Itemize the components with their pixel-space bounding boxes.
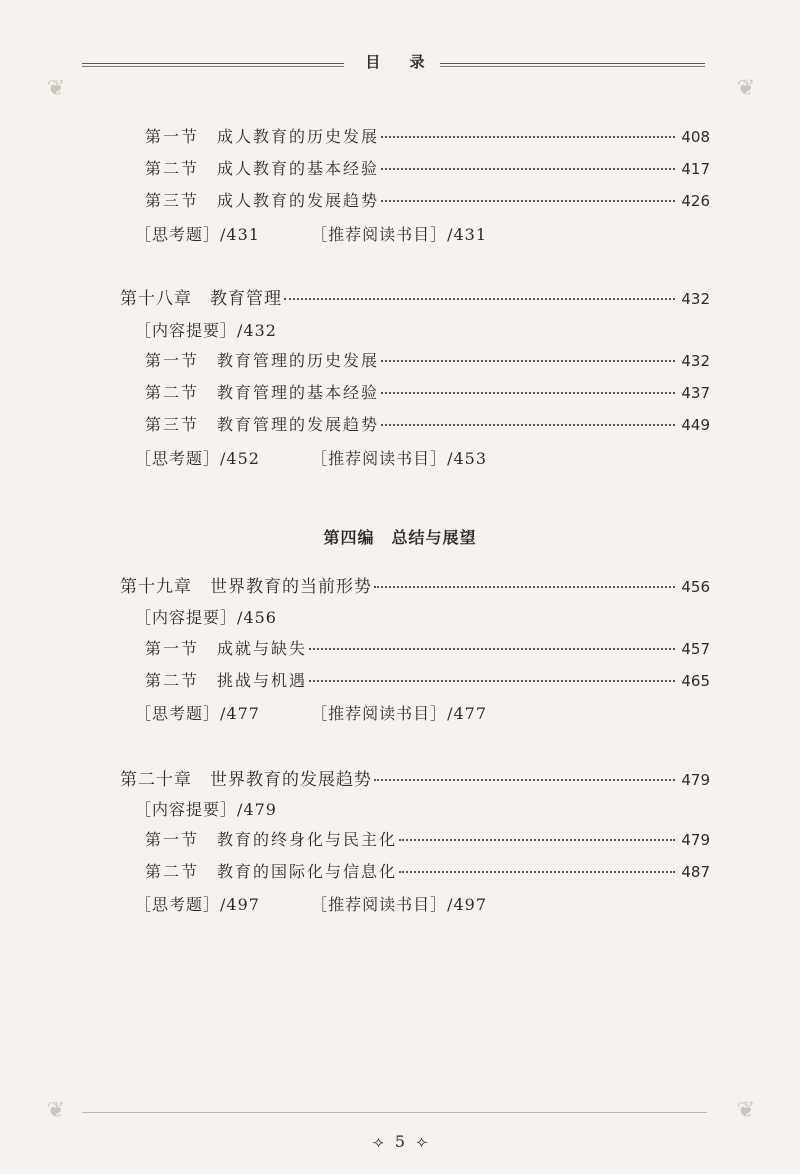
- toc-chapter-entry: [120, 284, 710, 309]
- toc-page-number: 417: [681, 160, 710, 178]
- toc-section-entry: [145, 412, 710, 435]
- toc-page-number: 456: [681, 578, 710, 596]
- toc-page-number: 465: [681, 672, 710, 690]
- toc-page-number: 449: [681, 416, 710, 434]
- toc-meta-line: [135, 701, 487, 724]
- corner-ornament-icon: ❦: [46, 1098, 66, 1123]
- toc-page-number: 408: [681, 128, 710, 146]
- toc-page-number: 432: [681, 290, 710, 308]
- flourish-right-icon: ⟣: [416, 1132, 429, 1151]
- toc-summary-line: [135, 605, 277, 628]
- toc-chapter-entry: [120, 572, 710, 597]
- leader-dots: [381, 199, 675, 202]
- leader-dots: [381, 391, 675, 394]
- header-rule-right: [440, 63, 705, 64]
- summary-reference: ［内容提要］/432: [135, 321, 277, 340]
- leader-dots: [399, 838, 675, 841]
- reading-list-reference: ［推荐阅读书目］/453: [311, 449, 488, 468]
- toc-page-number: 457: [681, 640, 710, 658]
- corner-ornament-icon: ❦: [46, 76, 66, 101]
- toc-page-number: 487: [681, 863, 710, 881]
- corner-ornament-icon: ❦: [736, 1098, 756, 1123]
- toc-meta-line: [135, 446, 487, 469]
- leader-dots: [381, 135, 675, 138]
- toc-entry-label: 第一节 教育的终身化与民主化: [145, 830, 398, 849]
- leader-dots: [309, 647, 675, 650]
- leader-dots: [399, 870, 675, 873]
- toc-summary-line: [135, 797, 277, 820]
- toc-entry-label: 第二节 挑战与机遇: [145, 671, 308, 690]
- leader-dots: [381, 423, 675, 426]
- leader-dots: [374, 585, 675, 588]
- reading-list-reference: ［推荐阅读书目］/431: [311, 225, 488, 244]
- exercise-reference: ［思考题］/497: [135, 895, 260, 914]
- toc-entry-label: 第一节 成就与缺失: [145, 639, 308, 658]
- toc-section-entry: [145, 827, 710, 850]
- toc-meta-line: [135, 222, 487, 245]
- part-title: 第四编 总结与展望: [323, 528, 477, 547]
- corner-ornament-icon: ❦: [736, 76, 756, 101]
- toc-entry-label: 第三节 成人教育的发展趋势: [145, 191, 380, 210]
- toc-section-entry: [145, 348, 710, 371]
- reading-list-reference: ［推荐阅读书目］/497: [311, 895, 488, 914]
- toc-section-entry: [145, 636, 710, 659]
- toc-page-number: 426: [681, 192, 710, 210]
- leader-dots: [374, 778, 675, 781]
- toc-entry-label: 第二节 成人教育的基本经验: [145, 159, 380, 178]
- toc-page-number: 479: [681, 771, 710, 789]
- toc-entry-label: 第三节 教育管理的发展趋势: [145, 415, 380, 434]
- running-header: [0, 48, 800, 78]
- page-footer: [0, 1132, 800, 1152]
- toc-entry-label: 第二节 教育的国际化与信息化: [145, 862, 398, 881]
- header-title: 目 录: [365, 53, 437, 71]
- toc-section-entry: [145, 188, 710, 211]
- toc-entry-label: 第二节 教育管理的基本经验: [145, 383, 380, 402]
- toc-chapter-entry: [120, 765, 710, 790]
- toc-entry-label: 第一节 教育管理的历史发展: [145, 351, 380, 370]
- toc-section-entry: [145, 668, 710, 691]
- exercise-reference: ［思考题］/477: [135, 704, 260, 723]
- toc-summary-line: [135, 318, 277, 341]
- toc-entry-label: 第二十章 世界教育的发展趋势: [120, 770, 372, 790]
- footer-rule: [82, 1112, 707, 1113]
- leader-dots: [309, 679, 675, 682]
- toc-page-number: 437: [681, 384, 710, 402]
- toc-meta-line: [135, 892, 487, 915]
- leader-dots: [381, 167, 675, 170]
- toc-section-entry: [145, 380, 710, 403]
- toc-section-entry: [145, 124, 710, 147]
- summary-reference: ［内容提要］/456: [135, 608, 277, 627]
- header-rule-left: [82, 63, 344, 64]
- toc-page-number: 432: [681, 352, 710, 370]
- toc-section-entry: [145, 156, 710, 179]
- page-number: 5: [394, 1132, 406, 1151]
- reading-list-reference: ［推荐阅读书目］/477: [311, 704, 488, 723]
- summary-reference: ［内容提要］/479: [135, 800, 277, 819]
- toc-entry-label: 第十九章 世界教育的当前形势: [120, 577, 372, 597]
- leader-dots: [284, 297, 675, 300]
- leader-dots: [381, 359, 675, 362]
- exercise-reference: ［思考题］/431: [135, 225, 260, 244]
- exercise-reference: ［思考题］/452: [135, 449, 260, 468]
- toc-page-number: 479: [681, 831, 710, 849]
- flourish-left-icon: ⟢: [371, 1132, 384, 1151]
- toc-entry-label: 第一节 成人教育的历史发展: [145, 127, 380, 146]
- toc-section-entry: [145, 859, 710, 882]
- toc-entry-label: 第十八章 教育管理: [120, 289, 282, 309]
